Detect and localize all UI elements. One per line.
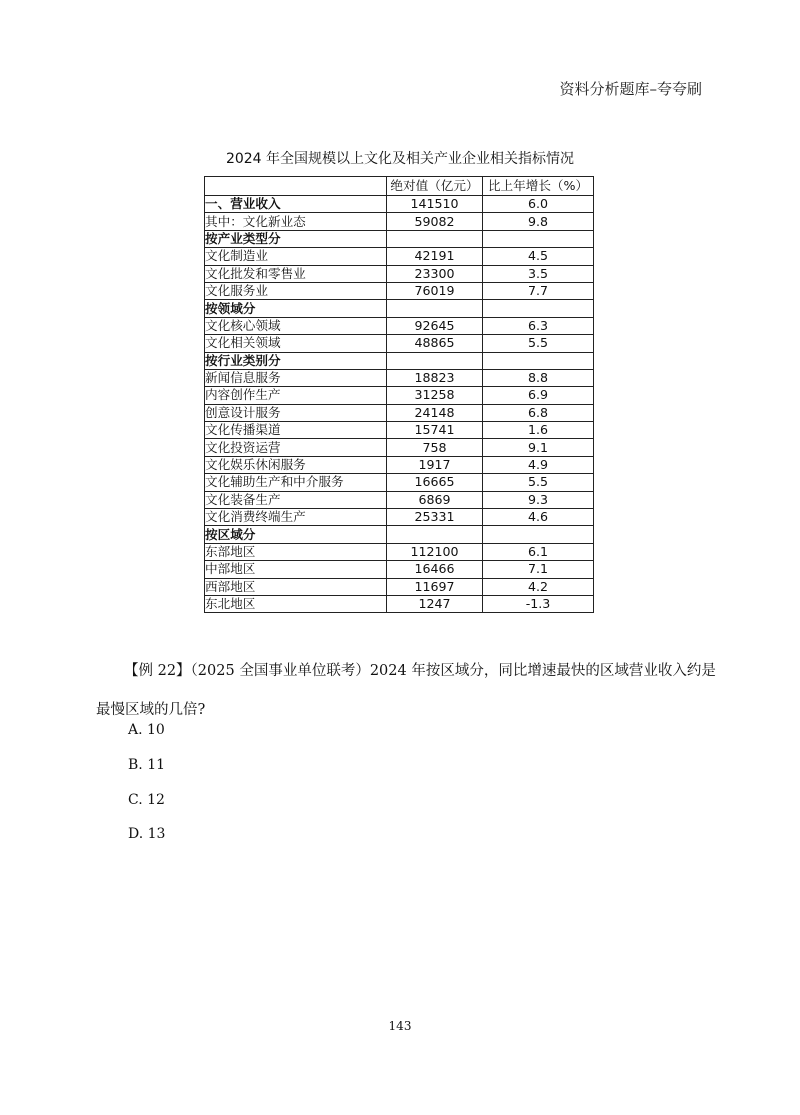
row-value: 15741	[387, 422, 483, 439]
row-growth: 4.9	[483, 456, 594, 473]
option-b[interactable]: B. 11	[128, 757, 166, 773]
table-title: 2024 年全国规模以上文化及相关产业企业相关指标情况	[225, 151, 575, 167]
table-row	[205, 456, 594, 473]
table-row	[205, 369, 594, 386]
option-d[interactable]: D. 13	[128, 826, 166, 842]
row-label: 西部地区	[205, 578, 387, 595]
row-growth: 9.8	[483, 213, 594, 230]
row-growth: 5.5	[483, 335, 594, 352]
table-row	[205, 491, 594, 508]
row-growth: 6.1	[483, 543, 594, 560]
row-label: 一、营业收入	[205, 196, 387, 213]
page-number: 143	[388, 1019, 412, 1033]
row-label: 文化辅助生产和中介服务	[205, 474, 387, 491]
row-label: 文化相关领域	[205, 335, 387, 352]
row-value: 48865	[387, 335, 483, 352]
table-row	[205, 526, 594, 543]
row-label: 按区域分	[205, 526, 387, 543]
row-label: 东部地区	[205, 543, 387, 560]
row-growth: 3.5	[483, 265, 594, 282]
row-label: 东北地区	[205, 595, 387, 612]
option-c[interactable]: C. 12	[128, 792, 165, 808]
row-label: 文化投资运营	[205, 439, 387, 456]
table-row	[205, 509, 594, 526]
row-value: 42191	[387, 248, 483, 265]
table-row	[205, 387, 594, 404]
row-growth	[483, 526, 594, 543]
table-row	[205, 352, 594, 369]
row-label: 按产业类型分	[205, 230, 387, 247]
row-label: 新闻信息服务	[205, 369, 387, 386]
row-label: 中部地区	[205, 561, 387, 578]
row-value: 112100	[387, 543, 483, 560]
row-value: 23300	[387, 265, 483, 282]
question-text: 【例 22】（2025 全国事业单位联考）2024 年按区域分，同比增速最快的区域营业收入约是最慢区域的几倍?	[96, 663, 716, 718]
table-row	[205, 422, 594, 439]
row-value: 92645	[387, 317, 483, 334]
table-row	[205, 213, 594, 230]
table-row	[205, 230, 594, 247]
row-growth: 6.9	[483, 387, 594, 404]
table-row	[205, 474, 594, 491]
row-value: 16665	[387, 474, 483, 491]
row-label: 文化娱乐休闲服务	[205, 456, 387, 473]
row-value: 1247	[387, 595, 483, 612]
row-growth: 4.6	[483, 509, 594, 526]
table-row	[205, 439, 594, 456]
table-row	[205, 196, 594, 213]
page-header: 资料分析题库–夸夸刷	[559, 80, 702, 98]
row-growth: 7.7	[483, 282, 594, 299]
option-a[interactable]: A. 10	[128, 722, 165, 738]
row-growth: 9.3	[483, 491, 594, 508]
row-value	[387, 352, 483, 369]
row-label: 文化核心领域	[205, 317, 387, 334]
row-label: 文化服务业	[205, 282, 387, 299]
row-growth: 6.0	[483, 196, 594, 213]
row-label: 创意设计服务	[205, 404, 387, 421]
header-blank-cell	[205, 177, 387, 196]
row-value: 18823	[387, 369, 483, 386]
row-label: 文化制造业	[205, 248, 387, 265]
row-growth: 7.1	[483, 561, 594, 578]
table-row	[205, 282, 594, 299]
row-label: 文化装备生产	[205, 491, 387, 508]
row-growth: 6.8	[483, 404, 594, 421]
row-label: 文化消费终端生产	[205, 509, 387, 526]
row-growth: 4.5	[483, 248, 594, 265]
row-value	[387, 526, 483, 543]
row-label: 文化批发和零售业	[205, 265, 387, 282]
table-row	[205, 561, 594, 578]
header-value: 绝对值（亿元）	[387, 177, 483, 196]
table-row	[205, 317, 594, 334]
row-value: 6869	[387, 491, 483, 508]
row-label: 内容创作生产	[205, 387, 387, 404]
row-growth: 1.6	[483, 422, 594, 439]
row-label: 按行业类别分	[205, 352, 387, 369]
row-growth: 6.3	[483, 317, 594, 334]
row-growth: 5.5	[483, 474, 594, 491]
row-value: 76019	[387, 282, 483, 299]
header-growth: 比上年增长（%）	[483, 177, 594, 196]
table-row	[205, 265, 594, 282]
row-value: 24148	[387, 404, 483, 421]
row-growth	[483, 300, 594, 317]
row-label: 按领域分	[205, 300, 387, 317]
table-row	[205, 300, 594, 317]
row-growth: 9.1	[483, 439, 594, 456]
row-value	[387, 300, 483, 317]
table-row	[205, 404, 594, 421]
row-value	[387, 230, 483, 247]
table-row	[205, 578, 594, 595]
row-growth: -1.3	[483, 595, 594, 612]
row-growth: 8.8	[483, 369, 594, 386]
row-value: 11697	[387, 578, 483, 595]
table-row	[205, 248, 594, 265]
table-row	[205, 335, 594, 352]
table-header-row	[205, 177, 594, 196]
row-value: 16466	[387, 561, 483, 578]
row-value: 31258	[387, 387, 483, 404]
row-label: 其中：文化新业态	[205, 213, 387, 230]
row-growth	[483, 230, 594, 247]
table-row	[205, 595, 594, 612]
row-value: 1917	[387, 456, 483, 473]
row-value: 758	[387, 439, 483, 456]
row-value: 141510	[387, 196, 483, 213]
data-table	[204, 176, 594, 613]
row-label: 文化传播渠道	[205, 422, 387, 439]
table-row	[205, 543, 594, 560]
row-value: 59082	[387, 213, 483, 230]
row-growth	[483, 352, 594, 369]
row-growth: 4.2	[483, 578, 594, 595]
row-value: 25331	[387, 509, 483, 526]
